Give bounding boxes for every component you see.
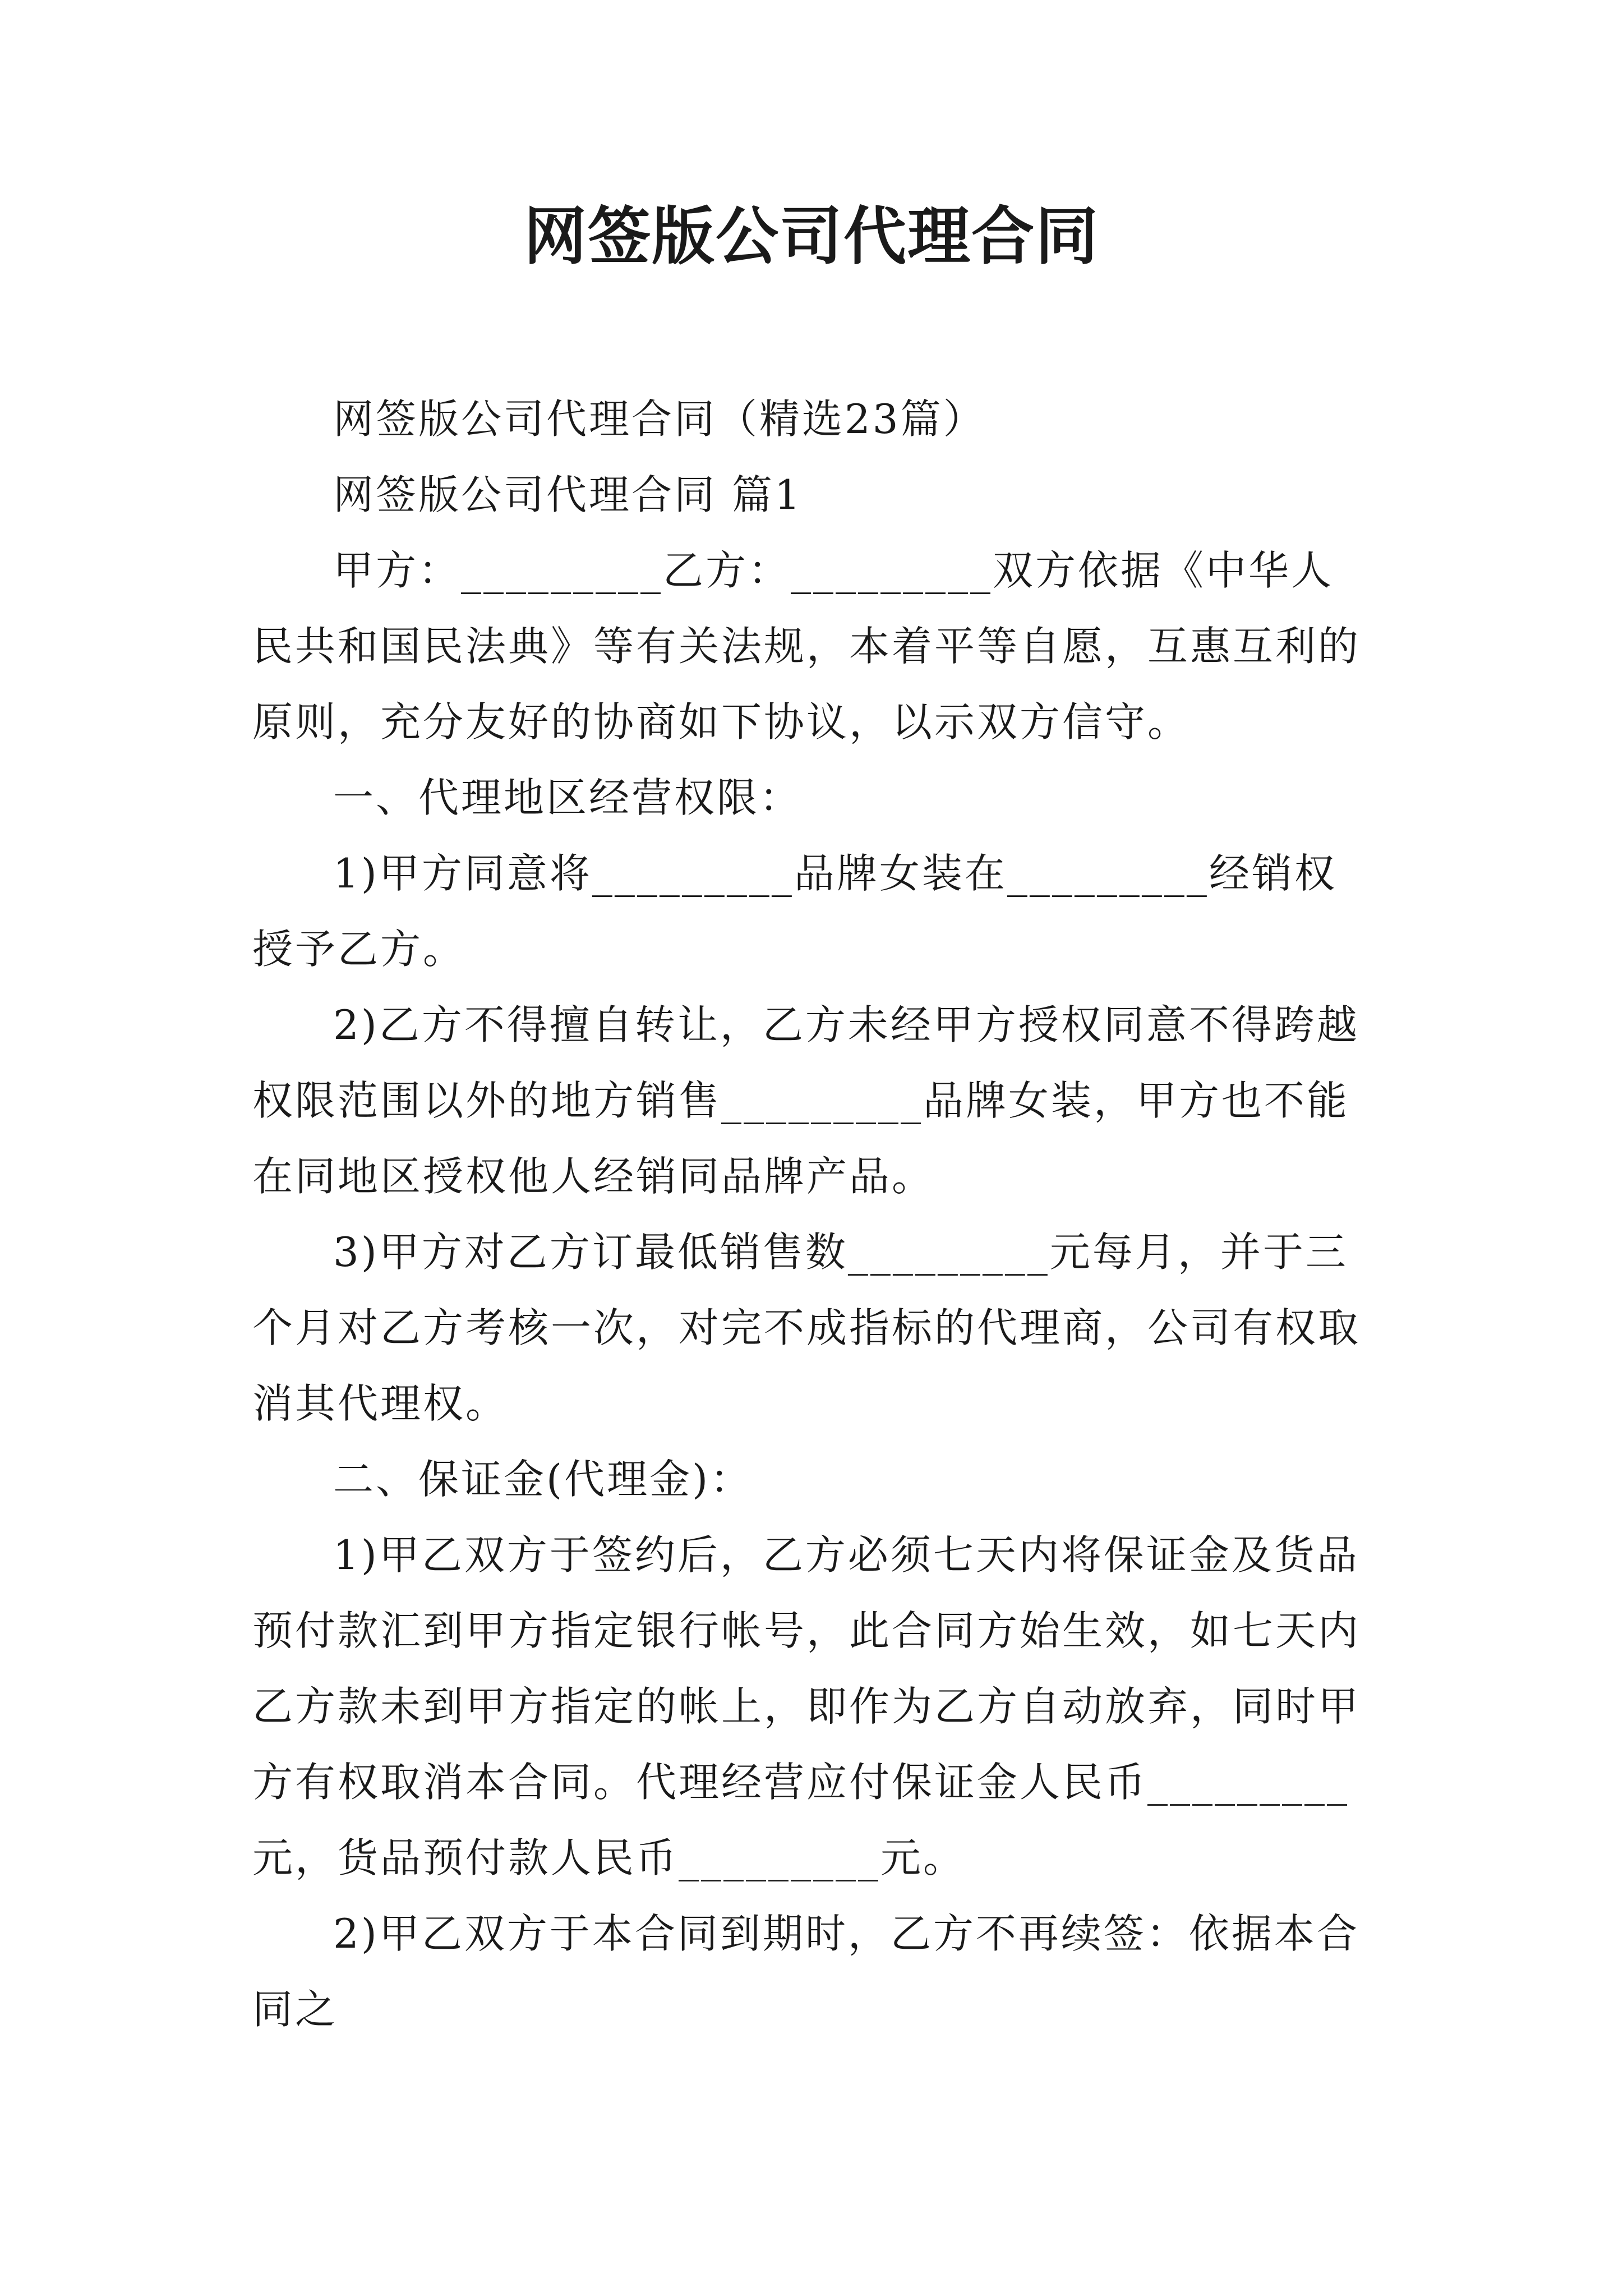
paragraph-subtitle: 网签版公司代理合同（精选23篇） (333, 395, 986, 443)
document-title: 网签版公司代理合同 (524, 200, 1099, 273)
clause-1-3: 3)甲方对乙方订最低销售数_________元每月，并于三个月对乙方考核一次，对完不成指标的代理商，公司有权取消其代理权。 (252, 1228, 1361, 1427)
section-heading-2: 二、保证金(代理金)： (333, 1456, 753, 1503)
paragraph-chapter-heading: 网签版公司代理合同 篇1 (333, 471, 803, 518)
document-body (252, 381, 1368, 2047)
section-heading-1: 一、代理地区经营权限： (333, 774, 803, 821)
clause-1-1: 1)甲方同意将_________品牌女装在_________经销权授予乙方。 (252, 850, 1337, 973)
paragraph-parties: 甲方：_________乙方：_________双方依据《中华人民共和国民法典》等有关法规，本着平等自愿，互惠互利的原则，充分友好的协商如下协议，以示双方信守。 (252, 547, 1361, 746)
clause-2-2: 2)甲乙双方于本合同到期时，乙方不再续签：依据本合同之 (252, 1910, 1359, 2033)
clause-2-1: 1)甲乙双方于签约后，乙方必须七天内将保证金及货品预付款汇到甲方指定银行帐号，此合同方始生效，如七天内乙方款未到甲方指定的帐上，即作为乙方自动放弃，同时甲方有权取消本合同。代理经营应付保证金人民币_________元，货品预付款人民币_________元。 (252, 1531, 1361, 1881)
clause-1-2: 2)乙方不得擅自转让，乙方未经甲方授权同意不得跨越权限范围以外的地方销售_________品牌女装，甲方也不能在同地区授权他人经销同品牌产品。 (252, 1001, 1359, 1200)
